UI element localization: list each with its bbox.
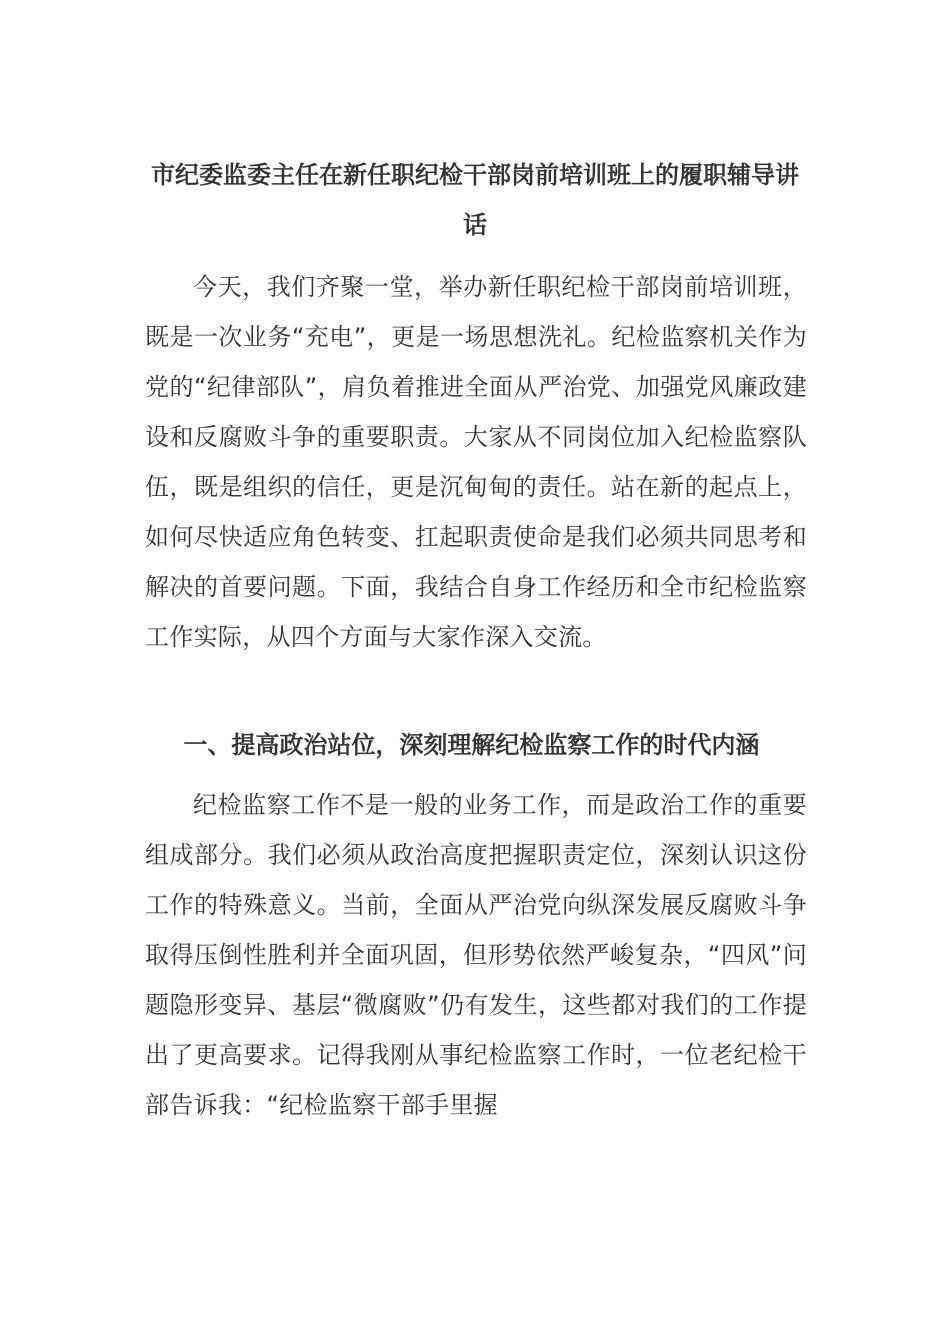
paragraph-section-1: 纪检监察工作不是一般的业务工作，而是政治工作的重要组成部分。我们必须从政治高度把握职责定位，深刻认识这份工作的特殊意义。当前，全面从严治党向纵深发展反腐败斗争取得压倒性胜利并全面巩固，但形势依然严峻复杂，“四风”问题隐形变异、基层“微腐败”仍有发生，这些都对我们的工作提出了更高要求。记得我刚从事纪检监察工作时，一位老纪检干部告诉我：“纪检监察干部手里握 [145,791,807,1119]
document-title: 市纪委监委主任在新任职纪检干部岗前培训班上的履职辅导讲话 [151,161,799,239]
section-heading-1: 一、提高政治站位，深刻理解纪检监察工作的时代内涵 [183,731,760,759]
paragraph-intro: 今天，我们齐聚一堂，举办新任职纪检干部岗前培训班，既是一次业务“充电”，更是一场思想洗礼。纪检监察机关作为党的“纪律部队”，肩负着推进全面从严治党、加强党风廉政建设和反腐败斗争的重要职责。大家从不同岗位加入纪检监察队伍，既是组织的信任，更是沉甸甸的责任。站在新的起点上，如何尽快适应角色转变、扛起职责使命是我们必须共同思考和解决的首要问题。下面，我结合自身工作经历和全市纪检监察工作实际，从四个方面与大家作深入交流。 [145,273,807,651]
